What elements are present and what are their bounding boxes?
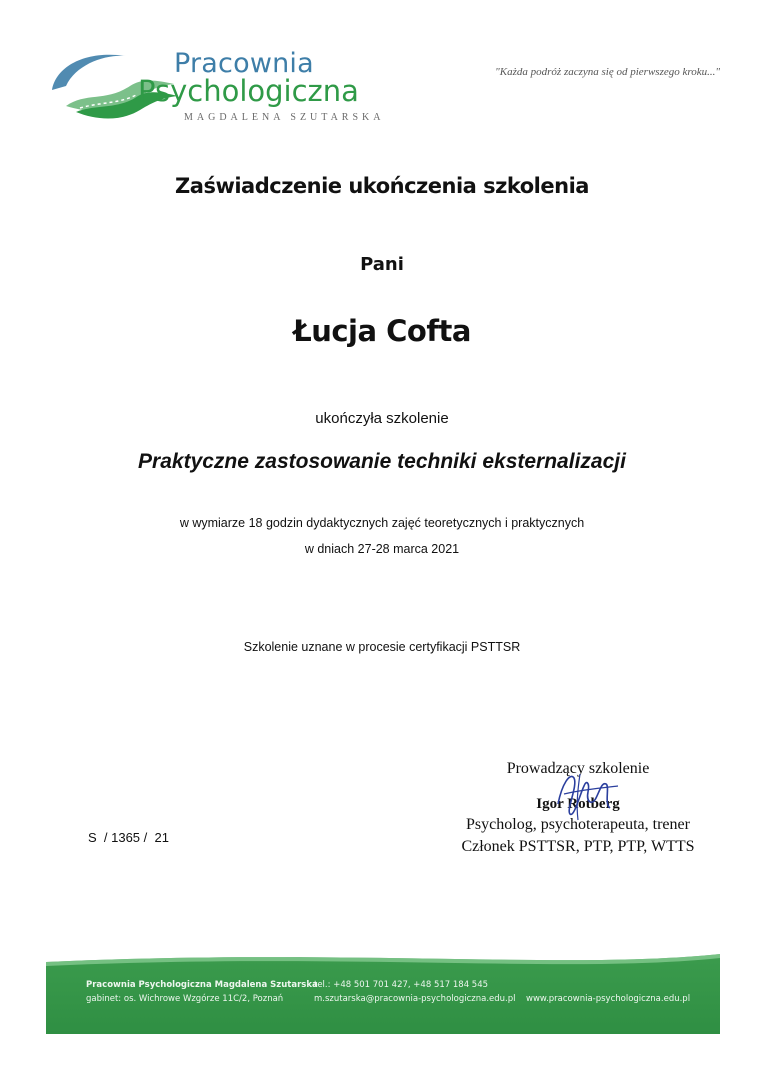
footer-website: www.pracownia-psychologiczna.edu.pl xyxy=(526,994,691,1004)
signatory-name: Igor Rotberg xyxy=(536,796,620,812)
signatory-membership: Członek PSTTSR, PTP, PTP, WTTS xyxy=(461,838,695,855)
scope-text: w wymiarze 18 godzin dydaktycznych zajęć teoretycznych i praktycznych xyxy=(179,516,585,530)
signatory-role: Prowadzący szkolenie xyxy=(506,760,650,777)
footer-address: gabinet: os. Wichrowe Wzgórze 11C/2, Poznań xyxy=(86,994,284,1004)
footer-address-column xyxy=(86,978,318,1006)
salutation: Pani xyxy=(360,254,404,275)
motto: "Każda podróż zaczyna się od pierwszego kroku..." xyxy=(495,66,720,78)
signatory-title: Psycholog, psychoterapeuta, trener xyxy=(466,816,690,833)
footer-email: m.szutarska@pracownia-psychologiczna.edu.pl xyxy=(314,994,516,1004)
completed-text: ukończyła szkolenie xyxy=(315,410,449,427)
recipient-name: Łucja Cofta xyxy=(293,314,471,348)
logo-line-pracownia: Pracownia xyxy=(174,48,314,79)
dates-text: w dniach 27-28 marca 2021 xyxy=(304,542,460,556)
course-name: Praktyczne zastosowanie techniki eksternalizacji xyxy=(138,450,626,473)
footer-contact-column xyxy=(314,978,516,1006)
handwritten-signature-icon xyxy=(540,764,630,824)
footer-phone: tel.: +48 501 701 427, +48 517 184 545 xyxy=(314,980,489,990)
footer-wave-decoration xyxy=(46,944,720,974)
certificate-title: Zaświadczenie ukończenia szkolenia xyxy=(175,174,589,198)
footer-band xyxy=(46,944,720,1034)
footer-org-name: Pracownia Psychologiczna Magdalena Szutarska xyxy=(86,980,318,990)
logo-line-psychologiczna: Psychologiczna xyxy=(138,74,359,108)
recognized-text: Szkolenie uznane w procesie certyfikacji PSTTSR xyxy=(243,640,521,654)
logo-line-owner: MAGDALENA SZUTARSKA xyxy=(184,112,385,123)
footer-website-column xyxy=(526,978,690,1006)
header xyxy=(46,40,720,132)
reference-number: S / 1365 / 21 xyxy=(88,830,169,845)
